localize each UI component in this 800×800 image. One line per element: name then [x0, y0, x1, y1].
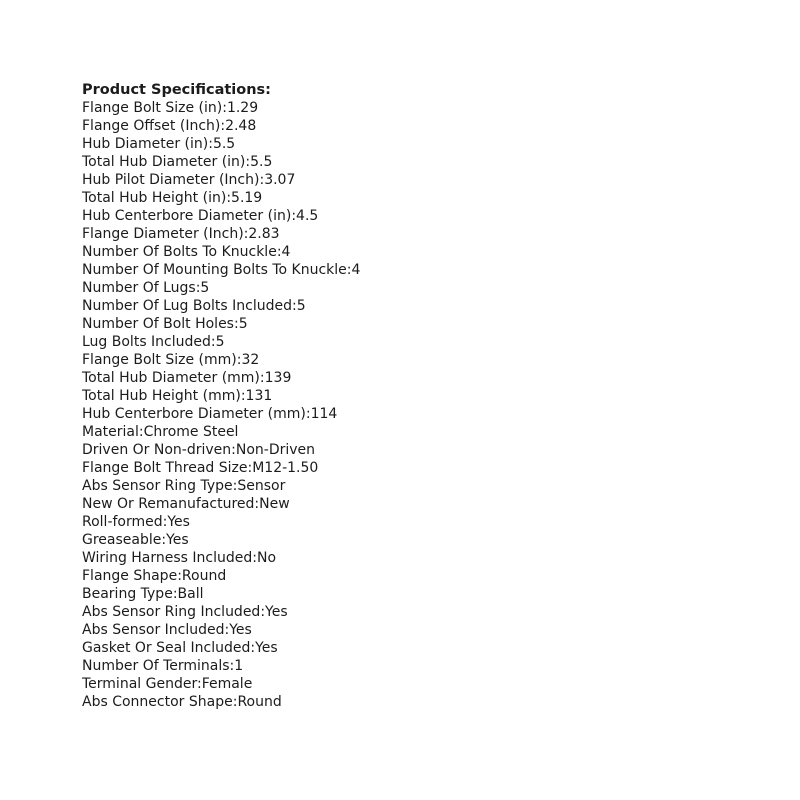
- spec-row: [82, 459, 722, 477]
- spec-separator: :: [177, 568, 182, 584]
- spec-label: Abs Sensor Ring Type: [82, 478, 233, 494]
- spec-value: 131: [245, 388, 273, 404]
- spec-value: Non-Driven: [235, 442, 316, 458]
- spec-value: New: [259, 496, 290, 512]
- spec-label: Total Hub Diameter (in): [82, 154, 246, 170]
- spec-value: Round: [181, 568, 227, 584]
- spec-separator: :: [224, 622, 230, 638]
- spec-separator: :: [226, 190, 232, 206]
- spec-row: [82, 513, 722, 531]
- spec-row: [82, 441, 722, 459]
- spec-row: [82, 351, 722, 369]
- spec-separator: :: [245, 154, 251, 170]
- spec-separator: :: [250, 640, 256, 656]
- spec-row: [82, 639, 722, 657]
- spec-value: 2.83: [248, 226, 280, 242]
- spec-label: Abs Connector Shape: [82, 694, 233, 710]
- spec-separator: :: [292, 298, 297, 314]
- spec-row: [82, 189, 722, 207]
- spec-row: [82, 477, 722, 495]
- spec-row: [82, 675, 722, 693]
- spec-value: Female: [201, 676, 253, 692]
- spec-row: [82, 531, 722, 549]
- spec-separator: :: [252, 550, 257, 566]
- spec-value: Ball: [177, 586, 204, 602]
- spec-label: Total Hub Height (in): [82, 190, 227, 206]
- spec-separator: :: [254, 496, 260, 512]
- spec-separator: :: [220, 118, 226, 134]
- spec-value: 32: [241, 352, 260, 368]
- spec-label: Greaseable: [82, 532, 162, 548]
- spec-separator: :: [240, 388, 246, 404]
- spec-value: 114: [310, 406, 338, 422]
- spec-label: Terminal Gender: [82, 676, 197, 692]
- spec-row: [82, 225, 722, 243]
- spec-separator: :: [229, 658, 235, 674]
- spec-separator: :: [259, 370, 265, 386]
- spec-value: 1.29: [226, 100, 259, 116]
- spec-row: [82, 423, 722, 441]
- spec-label: Number Of Lug Bolts Included: [82, 298, 292, 314]
- spec-value: 5.19: [231, 190, 263, 206]
- spec-row: [82, 621, 722, 639]
- spec-label: Gasket Or Seal Included: [82, 640, 251, 656]
- spec-label: Hub Centerbore Diameter (in): [82, 208, 292, 224]
- spec-row: [82, 603, 722, 621]
- spec-value: 2.48: [225, 118, 257, 134]
- spec-separator: :: [247, 460, 253, 476]
- spec-row: [82, 369, 722, 387]
- spec-separator: :: [259, 172, 265, 188]
- spec-label: Number Of Mounting Bolts To Knuckle: [82, 262, 347, 278]
- spec-value: M12-1.50: [252, 460, 319, 476]
- spec-label: Bearing Type: [82, 586, 173, 602]
- spec-row: [82, 657, 722, 675]
- spec-row: [82, 315, 722, 333]
- spec-value: 1: [234, 658, 244, 674]
- spec-row: [82, 153, 722, 171]
- spec-row: [82, 99, 722, 117]
- spec-row: [82, 135, 722, 153]
- spec-value: Round: [237, 694, 282, 710]
- spec-label: Hub Diameter (in): [82, 136, 209, 152]
- spec-row: [82, 171, 722, 189]
- spec-separator: :: [162, 514, 168, 530]
- spec-label: Driven Or Non-driven: [82, 442, 232, 458]
- spec-separator: :: [346, 262, 352, 278]
- spec-value: 5: [215, 334, 225, 350]
- spec-label: Lug Bolts Included: [82, 334, 211, 350]
- spec-row: [82, 585, 722, 603]
- spec-value: Chrome Steel: [143, 424, 239, 440]
- spec-separator: :: [236, 352, 242, 368]
- spec-value: 139: [264, 370, 292, 386]
- spec-label: Flange Shape: [82, 568, 178, 584]
- spec-label: Flange Bolt Size (in): [82, 100, 223, 116]
- spec-label: Hub Pilot Diameter (Inch): [82, 172, 260, 188]
- spec-value: Yes: [166, 532, 189, 548]
- spec-value: Yes: [255, 640, 278, 656]
- spec-separator: :: [232, 694, 238, 710]
- spec-separator: :: [210, 334, 216, 350]
- spec-separator: :: [231, 442, 236, 458]
- spec-row: [82, 693, 722, 711]
- product-specifications-title: Product Specifications:: [82, 82, 271, 98]
- spec-value: Sensor: [237, 478, 286, 494]
- spec-row: [82, 207, 722, 225]
- spec-value: 5: [200, 280, 210, 296]
- spec-label: Flange Bolt Thread Size: [82, 460, 248, 476]
- spec-row: [82, 261, 722, 279]
- spec-value: Yes: [229, 622, 252, 638]
- spec-value: 5.5: [250, 154, 273, 170]
- spec-separator: :: [161, 532, 167, 548]
- spec-label: Number Of Bolts To Knuckle: [82, 244, 277, 260]
- spec-row: [82, 243, 722, 261]
- spec-value: No: [257, 550, 277, 566]
- spec-label: Flange Offset (Inch): [82, 118, 221, 134]
- spec-row: [82, 117, 722, 135]
- spec-label: Total Hub Diameter (mm): [82, 370, 260, 386]
- product-specifications-block: [82, 81, 722, 711]
- spec-separator: :: [243, 226, 249, 242]
- spec-label: Number Of Bolt Holes: [82, 316, 234, 332]
- spec-separator: :: [138, 424, 144, 440]
- spec-row: [82, 333, 722, 351]
- spec-value: Yes: [167, 514, 190, 530]
- spec-separator: :: [260, 604, 266, 620]
- spec-label: Flange Bolt Size (mm): [82, 352, 237, 368]
- spec-value: 3.07: [264, 172, 296, 188]
- spec-row: [82, 405, 722, 423]
- spec-separator: :: [196, 676, 202, 692]
- spec-label: Hub Centerbore Diameter (mm): [82, 406, 306, 422]
- spec-list: [82, 99, 722, 711]
- spec-separator: :: [305, 406, 311, 422]
- spec-value: 4.5: [296, 208, 319, 224]
- spec-row: [82, 297, 722, 315]
- spec-label: Total Hub Height (mm): [82, 388, 241, 404]
- spec-label: New Or Remanufactured: [82, 496, 255, 512]
- spec-separator: :: [276, 244, 282, 260]
- spec-label: Flange Diameter (Inch): [82, 226, 244, 242]
- spec-value: 5: [296, 298, 306, 314]
- spec-value: 4: [351, 262, 361, 278]
- spec-label: Roll-formed: [82, 514, 163, 530]
- spec-separator: :: [291, 208, 297, 224]
- spec-label: Abs Sensor Included: [82, 622, 225, 638]
- spec-value: 5.5: [212, 136, 236, 152]
- spec-row: [82, 567, 722, 585]
- spec-value: 4: [281, 244, 291, 260]
- spec-row: [82, 495, 722, 513]
- spec-label: Abs Sensor Ring Included: [82, 604, 261, 620]
- spec-label: Number Of Lugs: [82, 280, 196, 296]
- spec-separator: :: [208, 136, 213, 152]
- spec-label: Number Of Terminals: [82, 658, 230, 674]
- spec-value: Yes: [265, 604, 288, 620]
- spec-separator: :: [172, 586, 178, 602]
- spec-label: Wiring Harness Included: [82, 550, 253, 566]
- spec-value: 5: [238, 316, 248, 332]
- spec-row: [82, 279, 722, 297]
- spec-row: [82, 549, 722, 567]
- spec-row: [82, 387, 722, 405]
- spec-separator: :: [232, 478, 238, 494]
- spec-separator: :: [233, 316, 239, 332]
- spec-separator: :: [195, 280, 201, 296]
- spec-label: Material: [82, 424, 139, 440]
- spec-separator: :: [222, 100, 227, 116]
